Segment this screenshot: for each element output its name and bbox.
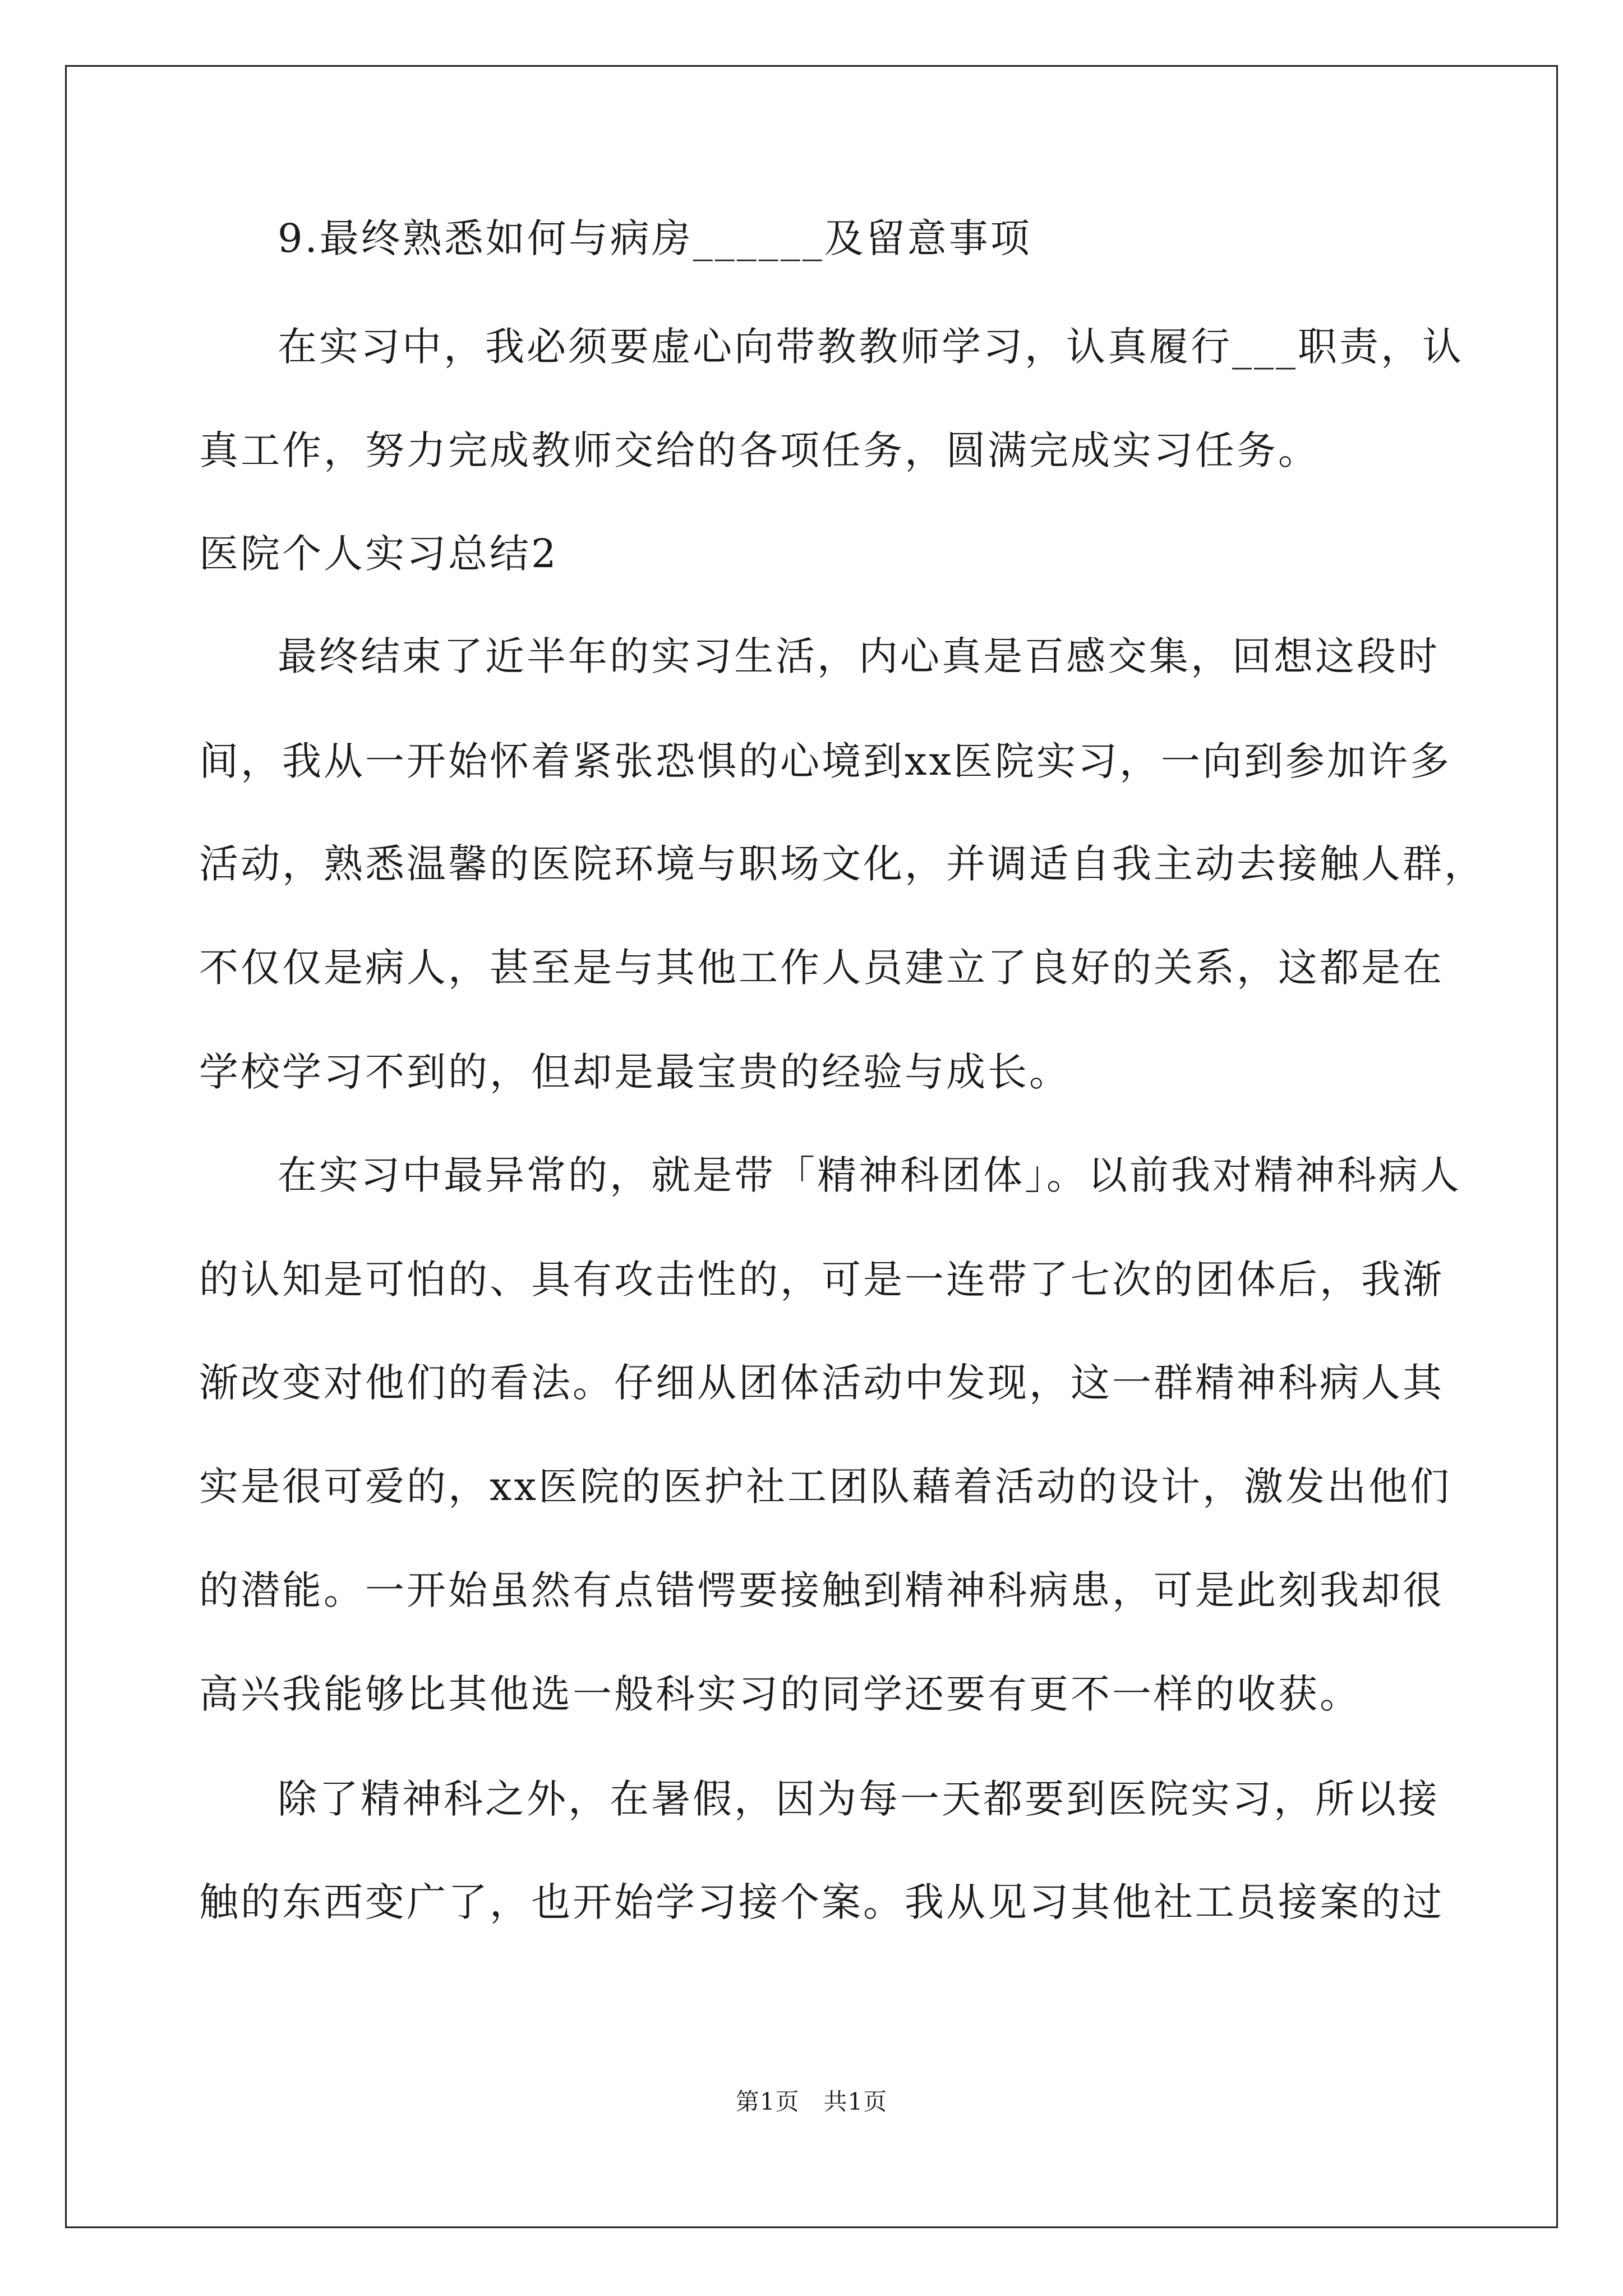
page-footer: 第1页 共1页 (735, 2088, 888, 2115)
paragraph-line: 在实习中最异常的，就是带「精神科团体」。以前我对精神科病人 (278, 1152, 1461, 1198)
paragraph-line: 不仅仅是病人，甚至是与其他工作人员建立了良好的关系，这都是在 (199, 945, 1444, 991)
paragraph-line: 渐改变对他们的看法。仔细从团体活动中发现，这一群精神科病人其 (199, 1360, 1444, 1406)
paragraph-line: 真工作，努力完成教师交给的各项任务，圆满完成实习任务。 (199, 427, 1320, 473)
paragraph-line: 的认知是可怕的、具有攻击性的，可是一连带了七次的团体后，我渐 (199, 1257, 1444, 1303)
paragraph-line: 间，我从一开始怀着紧张恐惧的心境到xx医院实习，一向到参加许多 (199, 738, 1451, 784)
paragraph-line: 学校学习不到的，但却是最宝贵的经验与成长。 (199, 1049, 1071, 1095)
paragraph-line: 在实习中，我必须要虚心向带教教师学习，认真履行___职责，认 (278, 324, 1464, 370)
paragraph-line: 实是很可爱的，xx医院的医护社工团队藉着活动的设计，激发出他们 (199, 1464, 1451, 1510)
paragraph-line: 高兴我能够比其他选一般科实习的同学还要有更不一样的收获。 (199, 1671, 1361, 1717)
list-item-9: 9.最终熟悉如何与病房______及留意事项 (278, 215, 1032, 261)
paragraph-line: 除了精神科之外，在暑假，因为每一天都要到医院实习，所以接 (278, 1776, 1440, 1822)
paragraph-line: 触的东西变广了，也开始学习接个案。我从见习其他社工员接案的过 (199, 1879, 1444, 1925)
paragraph-line: 的潜能。一开始虽然有点错愕要接触到精神科病患，可是此刻我却很 (199, 1567, 1444, 1613)
paragraph-line: 活动，熟悉温馨的医院环境与职场文化，并调适自我主动去接触人群， (199, 841, 1486, 887)
paragraph-line: 最终结束了近半年的实习生活，内心真是百感交集，回想这段时 (278, 633, 1440, 679)
section-heading: 医院个人实习总结2 (199, 531, 559, 577)
